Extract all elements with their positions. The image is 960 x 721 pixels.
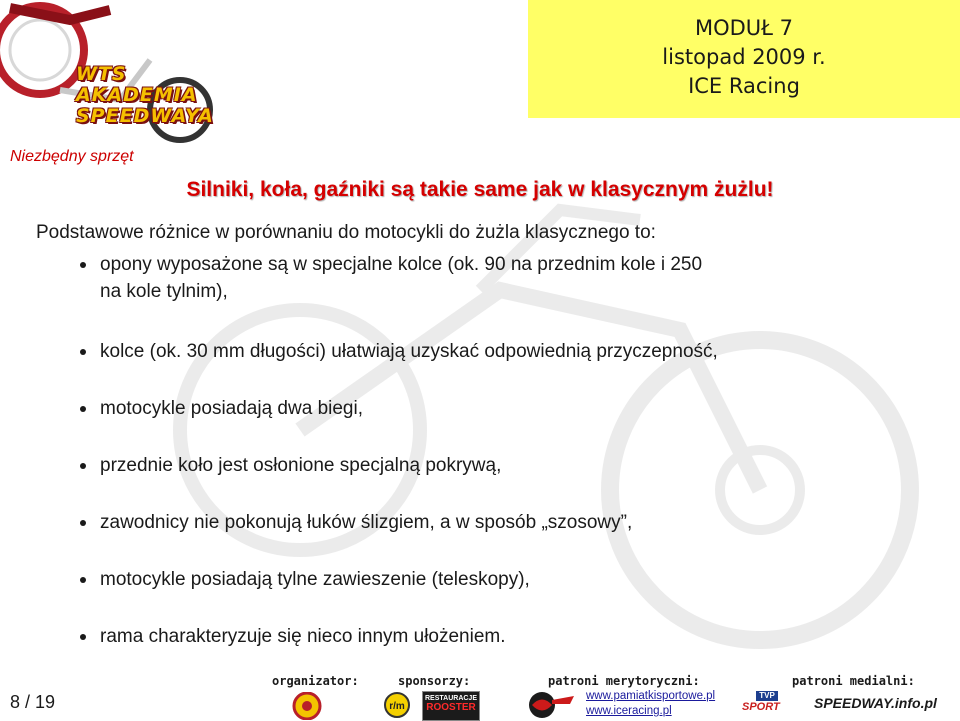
list-item-line: motocykle posiadają tylne zawieszenie (teleskopy), [100, 569, 530, 590]
organizator-label: organizator: [272, 674, 359, 688]
link-pamiatkisportowe[interactable]: www.pamiatkisportowe.pl [586, 690, 716, 702]
logo-line-3: SPEEDWAYA [76, 105, 214, 127]
rooster-text: ROOSTER [426, 702, 476, 713]
list-item [84, 566, 530, 593]
list-item-line: opony wyposażone są w specjalne kolce (ok. 90 na przednim kole i 250 [100, 254, 703, 275]
module-title: MODUŁ 7 [694, 16, 794, 40]
list-item-line: na kole tylnim), [100, 281, 228, 302]
link-iceracing[interactable]: www.iceracing.pl [586, 705, 672, 717]
list-item [84, 395, 363, 422]
list-item-line: przednie koło jest osłonione specjalną pokrywą, [100, 455, 502, 476]
list-item [84, 623, 506, 650]
module-info-box [528, 0, 960, 118]
bullet-icon [80, 406, 86, 412]
sponsorzy-label: sponsorzy: [398, 674, 471, 688]
footer-partners [262, 674, 960, 720]
list-item-line: rama charakteryzuje się nieco innym ułożeniem. [100, 626, 506, 647]
list-item [84, 338, 718, 365]
list-item-line: motocykle posiadają dwa biegi, [100, 398, 363, 419]
tvp-text: TVP [756, 691, 778, 701]
list-item [84, 509, 632, 536]
organizator-logo[interactable] [290, 692, 324, 720]
intro-text: Podstawowe różnice w porównaniu do motocykli do żużla klasycznego to: [36, 222, 656, 243]
medialni-label: patroni medialni: [792, 674, 915, 688]
module-date: listopad 2009 r. [662, 45, 826, 69]
ice-racing-team-logo[interactable] [524, 690, 576, 720]
sport-text: SPORT [742, 701, 780, 713]
rooster-sponsor-logo[interactable] [422, 691, 480, 721]
speedway-info-logo[interactable]: SPEEDWAY.info.pl [814, 695, 937, 711]
restauracje-text: RESTAURACJE [425, 695, 477, 702]
bullet-icon [80, 262, 86, 268]
svg-text:r/m: r/m [389, 701, 405, 712]
page-number: 8 / 19 [10, 692, 56, 712]
section-label: Niezbędny sprzęt [10, 148, 134, 165]
tvp-sport-logo[interactable] [742, 691, 796, 719]
module-subject: ICE Racing [688, 74, 800, 98]
wts-akademia-speedwaya-logo [0, 0, 240, 150]
list-item-line: kolce (ok. 30 mm długości) ułatwiają uzyskać odpowiednią przyczepność, [100, 341, 718, 362]
bullet-icon [80, 349, 86, 355]
merytoryczni-label: patroni merytoryczni: [548, 674, 700, 688]
bullet-icon [80, 520, 86, 526]
logo-line-1: WTS [76, 63, 127, 85]
slide-headline: Silniki, koła, gaźniki są takie same jak w klasycznym żużlu! [186, 178, 774, 201]
bullet-icon [80, 577, 86, 583]
list-item [84, 452, 501, 479]
logo-line-2: AKADEMIA [76, 84, 198, 106]
bullet-icon [80, 463, 86, 469]
bullet-icon [80, 634, 86, 640]
list-item [84, 251, 702, 305]
rm-sponsor-logo[interactable] [380, 691, 414, 719]
list-item-line: zawodnicy nie pokonują łuków ślizgiem, a w sposób „szosowy”, [100, 512, 633, 533]
